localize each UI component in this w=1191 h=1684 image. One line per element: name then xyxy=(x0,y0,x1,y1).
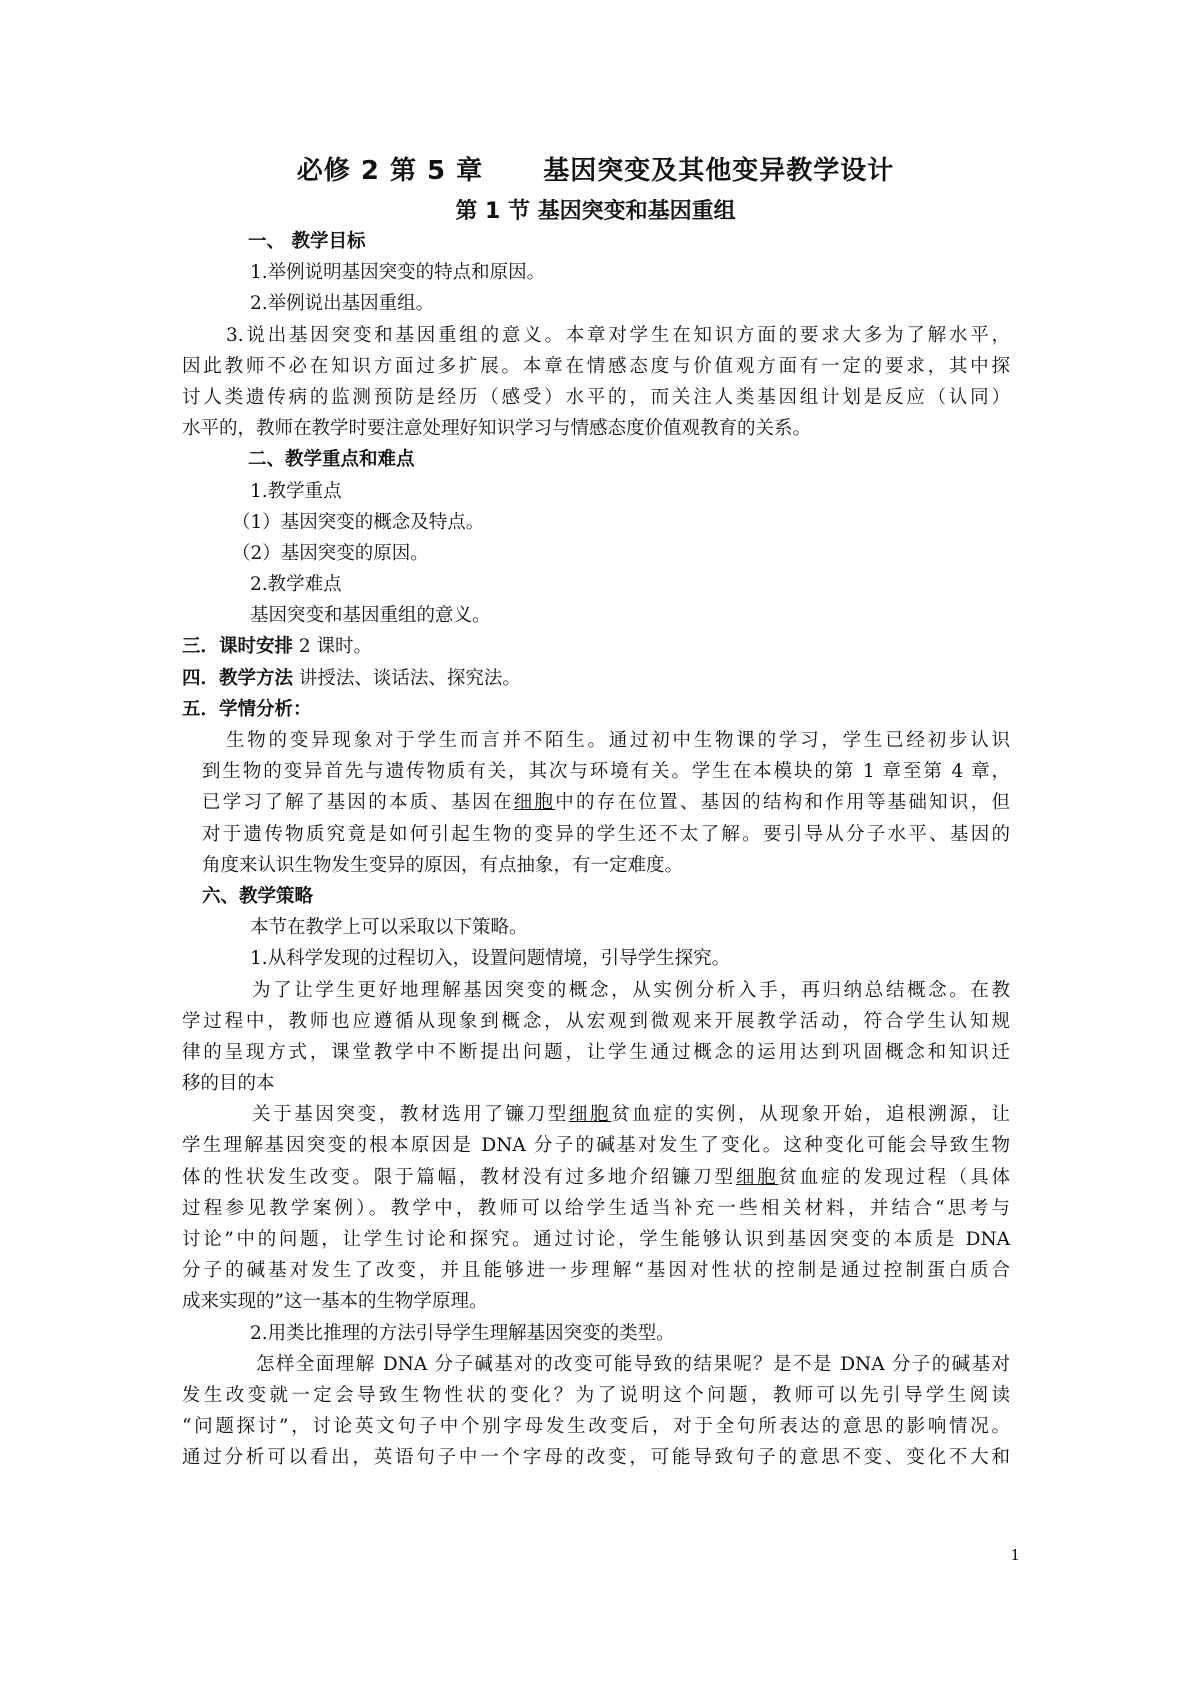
document-body xyxy=(182,226,1010,1474)
paragraph-line: 水平的，教师在教学时要注意处理好知识学习与情感态度价值观教育的关系。 xyxy=(182,418,812,440)
cell-link[interactable]: 细胞 xyxy=(735,1166,779,1188)
paragraph-line: 学过程中，教师也应遵循从现象到概念，从宏观到微观来开展教学活动，符合学生认知规 xyxy=(182,1010,1010,1032)
text-run: 关于基因突变，教材选用了镰刀型 xyxy=(252,1104,569,1126)
section-subtitle: 第 1 节 基因突变和基因重组 xyxy=(455,199,736,224)
heading-method: 四．教学方法 xyxy=(182,667,294,689)
paragraph-line: 通过分析可以看出，英语句子中一个字母的改变，可能导致句子的意思不变、变化不大和 xyxy=(182,1447,1010,1469)
goal-item-3-line: 3.说出基因突变和基因重组的意义。本章对学生在知识方面的要求大多为了解水平， xyxy=(226,324,1010,346)
heading-teaching-goals: 一、 教学目标 xyxy=(248,231,366,252)
paragraph-line xyxy=(182,1099,1010,1130)
heading-key-points: 二、教学重点和难点 xyxy=(248,449,415,471)
title-chapter: 必修 2 第 5 章 xyxy=(296,156,484,186)
heading-schedule: 三．课时安排 xyxy=(182,636,294,658)
method-line xyxy=(182,663,1010,694)
title-topic: 基因突变及其他变异教学设计 xyxy=(543,156,895,186)
paragraph-line: 讨论”中的问题，让学生讨论和探究。通过讨论，学生能够认识到基因突变的本质是 DNA xyxy=(182,1229,1010,1250)
paragraph-line: 移的目的本 xyxy=(182,1073,275,1095)
paragraph-line: 生物的变异现象对于学生而言并不陌生。通过初中生物课的学习，学生已经初步认识 xyxy=(226,730,1010,751)
cell-link[interactable]: 细胞 xyxy=(513,792,556,814)
goal-item-1: 1.举例说明基因突变的特点和原因。 xyxy=(250,262,546,284)
heading-student-analysis: 五．学情分析： xyxy=(182,698,312,720)
paragraph-line: 因此教师不必在知识方面过多扩展。本章在情感态度与价值观方面有一定的要求，其中探 xyxy=(182,355,1010,377)
paragraph-line: 本节在教学上可以采取以下策略。 xyxy=(250,917,528,939)
paragraph-line: 成来实现的”这一基本的生物学原理。 xyxy=(182,1291,488,1313)
key-point-item: （1）基因突变的概念及特点。 xyxy=(232,511,485,533)
text-run: 贫血症的发现过程（具体 xyxy=(778,1166,1010,1188)
difficulty-heading: 2.教学难点 xyxy=(250,574,342,596)
paragraph-line: 讨人类遗传病的监测预防是经历（感受）水平的，而关注人类基因组计划是反应（认同） xyxy=(182,386,1010,408)
paragraph-line: 角度来认识生物发生变异的原因，有点抽象，有一定难度。 xyxy=(202,854,684,876)
paragraph-line: 分子的碱基对发生了改变，并且能够进一步理解“基因对性状的控制是通过控制蛋白质合 xyxy=(182,1260,1010,1282)
strategy-item-1: 1.从科学发现的过程切入，设置问题情境，引导学生探究。 xyxy=(250,948,731,970)
paragraph-line xyxy=(182,1162,1010,1193)
heading-strategy: 六、教学策略 xyxy=(202,885,314,907)
paragraph-line: 到生物的变异首先与遗传物质有关，其次与环境有关。学生在本模块的第 1 章至第 4 章， xyxy=(202,761,1010,783)
paragraph-line xyxy=(182,787,1010,818)
text-run: 贫血症的实例，从现象开始，追根溯源，让 xyxy=(611,1104,1010,1126)
schedule-line xyxy=(182,631,1010,662)
schedule-text: 2 课时。 xyxy=(293,636,373,658)
goal-item-2: 2.举例说出基因重组。 xyxy=(250,293,435,315)
key-point-heading: 1.教学重点 xyxy=(250,480,342,502)
paragraph-line: 过程参见教学案例）。教学中，教师可以给学生适当补充一些相关材料，并结合“思考与 xyxy=(182,1197,1010,1219)
method-text: 讲授法、谈话法、探究法。 xyxy=(293,667,521,689)
cell-link[interactable]: 细胞 xyxy=(568,1104,612,1126)
strategy-item-2: 2.用类比推理的方法引导学生理解基因突变的类型。 xyxy=(250,1322,675,1344)
paragraph-line: “问题探讨”，讨论英文句子中个别字母发生改变后，对于全句所表达的意思的影响情况。 xyxy=(182,1416,1010,1438)
paragraph-line: 怎样全面理解 DNA 分子碱基对的改变可能导致的结果呢？是不是 DNA 分子的碱基对 xyxy=(256,1353,1010,1375)
page-number: 1 xyxy=(1010,1546,1020,1564)
text-run: 已学习了解了基因的本质、基因在 xyxy=(202,792,514,814)
paragraph-line: 对于遗传物质究竟是如何引起生物的变异的学生还不太了解。要引导从分子水平、基因的 xyxy=(202,823,1010,845)
text-run: 中的存在位置、基因的结构和作用等基础知识，但 xyxy=(555,792,1010,814)
text-run: 体的性状发生改变。限于篇幅，教材没有过多地介绍镰刀型 xyxy=(182,1166,736,1188)
document-title xyxy=(0,150,1191,187)
paragraph-line: 发生改变就一定会导致生物性状的变化？为了说明这个问题，教师可以先引导学生阅读 xyxy=(182,1384,1010,1406)
difficulty-item: 基因突变和基因重组的意义。 xyxy=(250,605,491,627)
paragraph-line: 律的呈现方式，课堂教学中不断提出问题，让学生通过概念的运用达到巩固概念和知识迁 xyxy=(182,1041,1010,1063)
paragraph-line: 学生理解基因突变的根本原因是 DNA 分子的碱基对发生了变化。这种变化可能会导致生物 xyxy=(182,1135,1010,1157)
key-point-item: （2）基因突变的原因。 xyxy=(232,542,429,564)
paragraph-line: 为了让学生更好地理解基因突变的概念，从实例分析入手，再归纳总结概念。在教 xyxy=(252,979,1010,1001)
